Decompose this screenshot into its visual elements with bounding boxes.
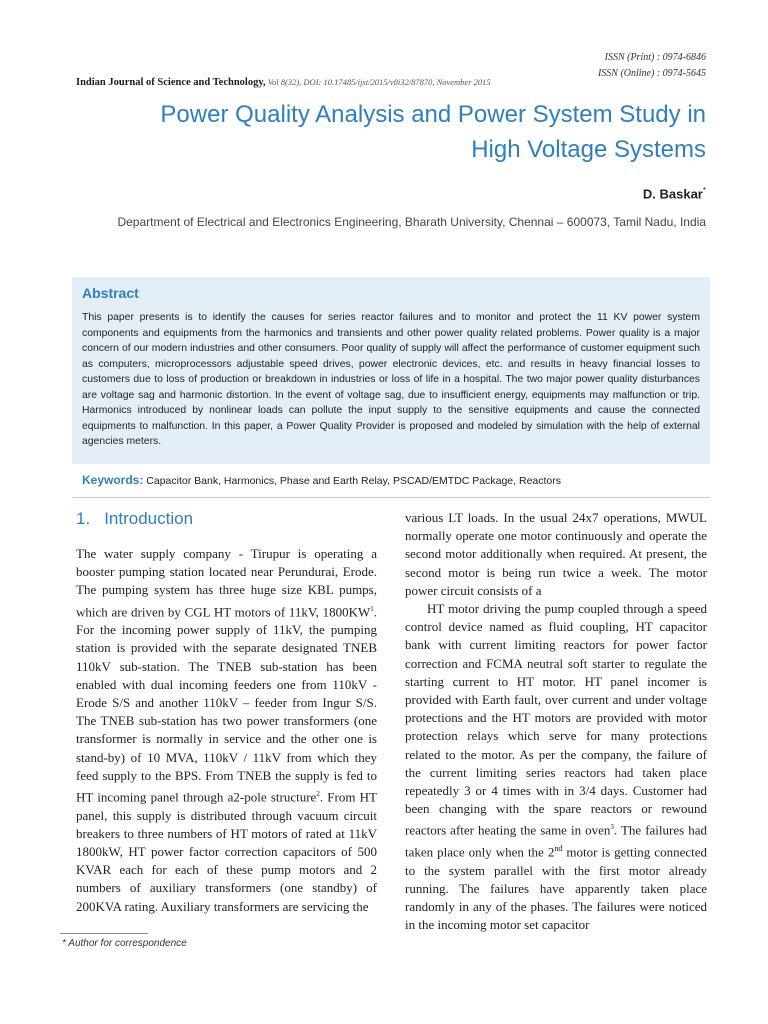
text-run: . For the incoming power supply of 11kV, the pumping station is provided with the separate designated TNEB 110kV sub-station. The TNEB sub-station has been enabled with dual incoming feeders one from 110kV - Erode S/S and another 110kV – feeder from Ingur S/S. The TNEB sub-station has two power transformers (one transformer is normally in service and the other one is stand-by) of 10 MVA, 110kV / 11kV from which they feed supply to the BPS. From TNEB the supply is fed to HT incoming panel through a2-pole structure <box>76 603 377 805</box>
left-column <box>76 545 377 916</box>
text-run: HT motor driving the pump coupled through a speed control device named as fluid coupling, HT capacitor bank with current limiting reactors for power factor correction and FCMA neutral soft starter to regulate the starting current to HT motor. HT panel incomer is provided with Earth fault, over current and under voltage protections and the HT motors are provided with motor protection relays which serve for many protections related to the motor. As per the company, the failure of the current limiting series reactors had taken place repeatedly 3 or 4 times with in 3/4 days. Customer had been changing with the spare reactors or rewound reactors after heating the same in oven <box>405 601 707 838</box>
keywords-label: Keywords: <box>82 473 144 487</box>
author-name <box>643 186 706 201</box>
issn-print: ISSN (Print) : 0974-6846 <box>604 52 706 63</box>
journal-meta: Vol 8(32), DOI: 10.17485/ijst/2015/v8i32/87870, November 2015 <box>265 77 491 87</box>
page-header <box>76 50 706 90</box>
title-line-1: Power Quality Analysis and Power System Study in <box>160 101 706 128</box>
footnote-correspondence: * Author for correspondence <box>62 938 187 949</box>
journal-name: Indian Journal of Science and Technology, <box>76 77 266 88</box>
text-run: The water supply company - Tirupur is operating a booster pumping station located near Perundurai, Erode. The pumping system has three huge size KBL pumps, which are driven by CGL HT motors of 11kV, 1800KW <box>76 546 377 619</box>
paper-title <box>76 97 706 167</box>
right-column <box>405 509 707 934</box>
issn-block <box>598 50 706 82</box>
abstract-box <box>72 277 710 464</box>
text-run: motor is getting connected to the system parallel with the first motor already running. The failures have apparently taken place randomly in any of the phases. The failures were noticed in the incoming motor set capacitor <box>405 844 707 933</box>
text-run: . From HT panel, this supply is distributed through vacuum circuit breakers to three numbers of HT motors of rated at 11kV 1800kW, HT power factor correction capacitors of 500 KVAR each for each of these pump motors and 2 numbers of auxiliary transformers (one standby) of 200KVA rating. Auxiliary transformers are servicing the <box>76 789 378 914</box>
issn-online: ISSN (Online) : 0974-5645 <box>597 68 706 79</box>
keywords <box>82 473 706 487</box>
title-line-2: High Voltage Systems <box>471 136 706 163</box>
journal-citation <box>76 77 491 88</box>
text-run: . The failures had taken place only when the 2 <box>405 822 707 860</box>
footnote-divider <box>60 933 148 934</box>
abstract-heading: Abstract <box>82 285 139 301</box>
intro-paragraph-1 <box>76 545 377 916</box>
keywords-divider <box>72 497 710 498</box>
citation-ref: 2 <box>316 789 320 798</box>
section-title: Introduction <box>104 509 194 528</box>
section-heading-introduction <box>76 509 193 529</box>
author-text: D. Baskar <box>642 186 703 202</box>
keywords-text: Capacitor Bank, Harmonics, Phase and Earth Relay, PSCAD/EMTDC Package, Reactors <box>143 475 562 487</box>
abstract-text: This paper presents is to identify the causes for series reactor failures and to monitor and protect the 11 KV power system components and equipments from the harmonics and transients and other power quality related problems. Power quality is a major concern of our modern industries and other consumers. Poor quality of supply will affect the performance of customer equipment such as computers, microprocessors adjustable speed drives, power electronic devices, etc. and results in heavy financial losses to customers due to loss of production or breakdown in industries or loss of life in a hospital. The two major power quality disturbances are voltage sag and harmonic distortion. In the event of voltage sag, due to insufficient energy, equipments may malfunction or trip. Harmonics introduced by nonlinear loads can pollute the input supply to the sensitive equipments and cause the connected equipments to malfunction. In this paper, a Power Quality Provider is proposed and modeled by simulation with the help of external agencies meters. <box>82 312 700 447</box>
intro-paragraph-2: various LT loads. In the usual 24x7 operations, MWUL normally operate one motor continuously and operate the second motor additionally when required. At present, the second motor is being run twice a week. The motor power circuit consists of a <box>405 510 707 598</box>
section-number: 1. <box>76 509 91 528</box>
ordinal-suffix: nd <box>554 843 563 853</box>
citation-ref: 1 <box>370 604 374 613</box>
citation-ref: 3 <box>610 823 614 832</box>
intro-paragraph-3 <box>405 600 707 934</box>
author-affiliation: Department of Electrical and Electronics Engineering, Bharath University, Chennai – 600073, Tamil Nadu, India <box>117 215 706 229</box>
author-asterisk: * <box>702 186 706 195</box>
